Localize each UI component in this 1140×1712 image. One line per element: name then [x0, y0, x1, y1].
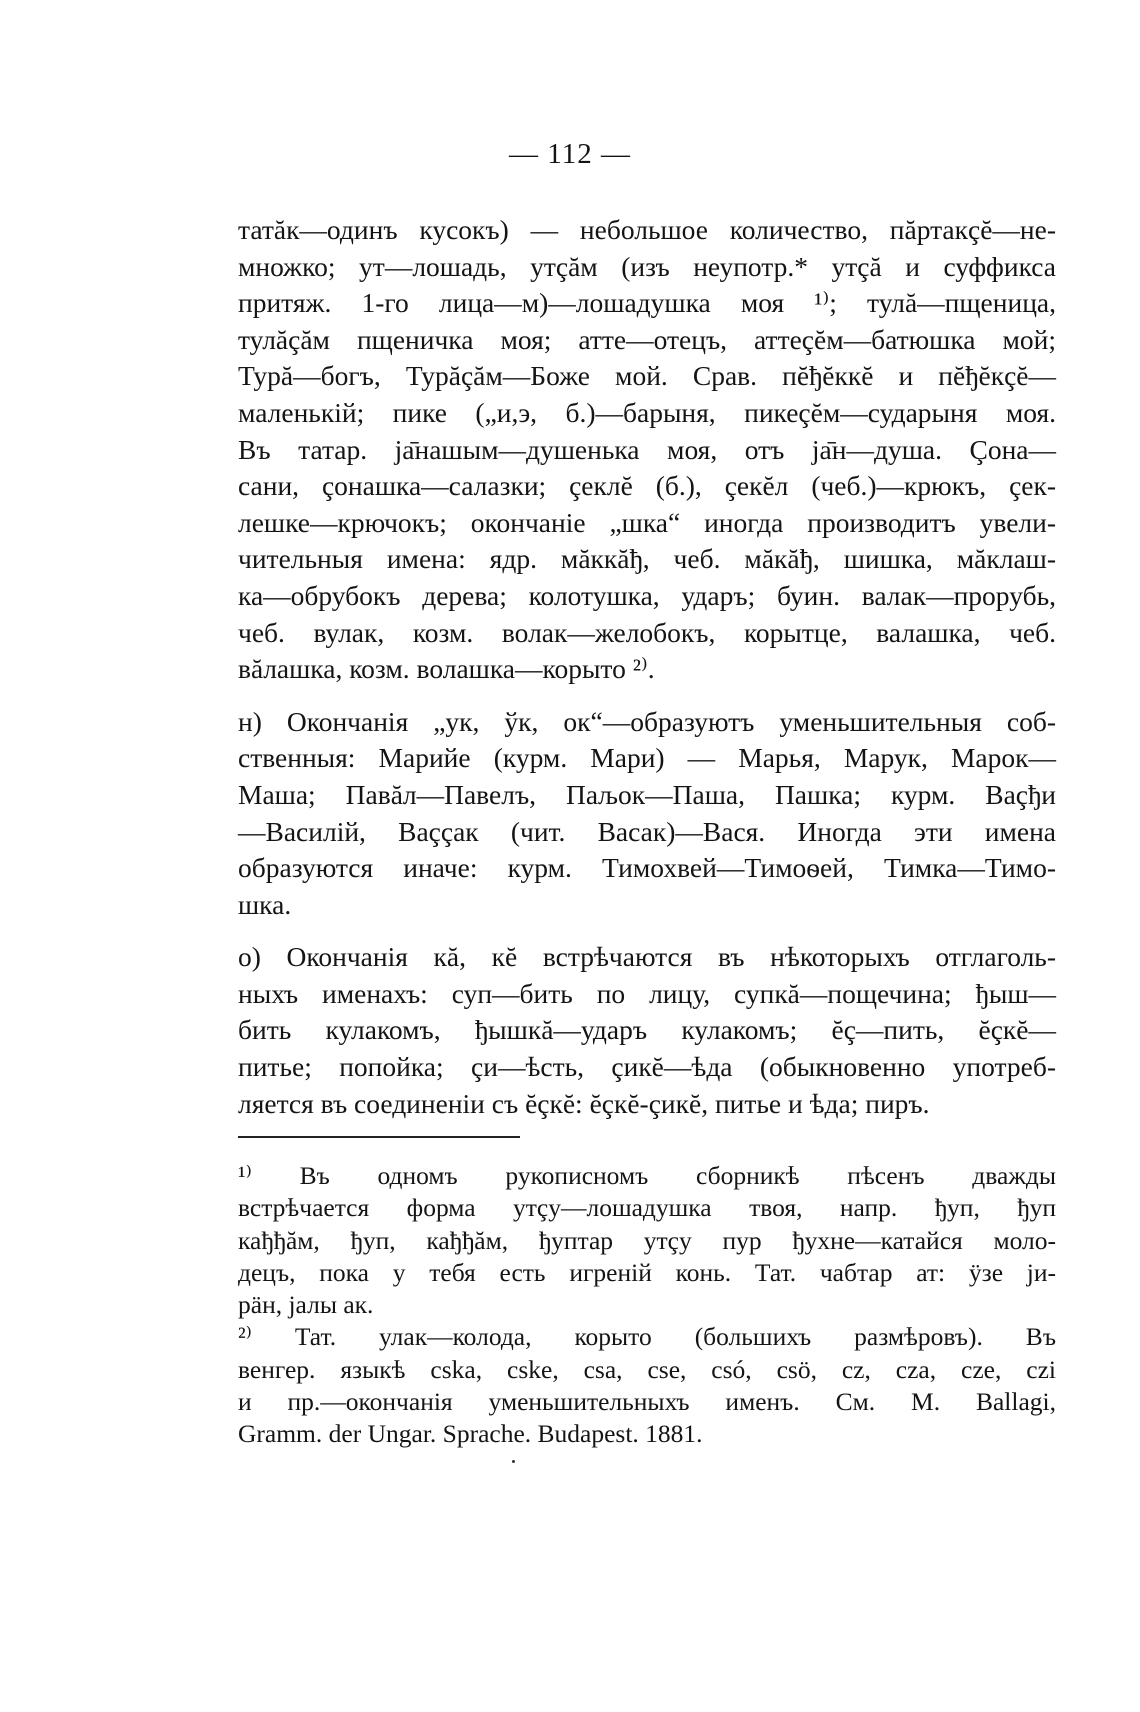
text-line: сани, çонашка—салазки; çеклĕ (б.), çекĕл (чеб.)—крюкъ, çек-: [238, 470, 1056, 502]
text-line: ственныя: Марийе (курм. Мари) — Марья, Марук, Марок—: [238, 742, 1056, 774]
text-line: н) Окончанія „ук, ўк, ок“—образуютъ уменьшительныя соб-: [238, 705, 1056, 737]
text-line: —Василій, Ваççак (чит. Васак)—Вася. Иногда эти имена: [238, 815, 1056, 847]
page-number: — 112 —: [509, 138, 631, 170]
text-line: притяж. 1-го лица—м)—лошадушка моя ¹⁾; тулă—пщеница,: [238, 287, 1056, 319]
paragraph-continued: [238, 212, 1056, 688]
footnote-line: и пр.—окончанія уменьшительныхъ именъ. См. M. Ballagi,: [238, 1387, 1056, 1417]
text-line: лешке—крючокъ; окончаніе „шка“ иногда производитъ увели-: [238, 506, 1056, 538]
footnote-line: децъ, пока у тебя есть игреній конь. Тат. чабтар ат: ӱзе ји-: [238, 1257, 1056, 1287]
text-line: чеб. вулак, козм. волак—желобокъ, корытце, валашка, чеб.: [238, 616, 1056, 648]
text-line: татăк—одинъ кусокъ) — небольшое количество, пăртакçĕ—не-: [238, 214, 1056, 245]
print-speck: [512, 1460, 515, 1463]
text-line: бить кулакомъ, ђышкă—ударъ кулакомъ; ĕç—пить, ĕçкĕ—: [238, 1014, 1056, 1046]
text-line: ныхъ именахъ: суп—бить по лицу, супкă—пощечина; ђыш—: [238, 977, 1056, 1009]
text-line: чительныя имена: ядр. мăккăђ, чеб. мăкăђ, шишка, мăклаш-: [238, 543, 1056, 575]
text-line: Турă—богъ, Турăçăм—Боже мой. Срав. пĕђĕккĕ и пĕђĕкçĕ—: [238, 360, 1056, 392]
footnote-1: [238, 1160, 1056, 1321]
footnote-line: встрѣчается форма утçу—лошадушка твоя, напр. ђуп, ђуп: [238, 1193, 1056, 1223]
text-line: о) Окончанія кă, кĕ встрѣчаются въ нѣкоторыхъ отглаголь-: [238, 941, 1056, 973]
footnote-line: венгер. языкѣ cska, cske, csa, cse, csó, csö, cz, cza, cze, czi: [238, 1354, 1056, 1384]
main-text: [238, 212, 1056, 1122]
footnotes: [238, 1160, 1056, 1451]
text-line: ка—обрубокъ дерева; колотушка, ударъ; буин. валак—прорубь,: [238, 579, 1056, 611]
footnote-line: ¹⁾ Въ одномъ рукописномъ сборникѣ пѣсенъ дважды: [238, 1161, 1056, 1190]
paragraph-o: [238, 939, 1056, 1122]
text-line: ляется въ соединеніи съ ĕçкĕ: ĕçкĕ-çикĕ, питье и ѣда; пиръ.: [238, 1087, 930, 1119]
text-line: тулăçăм пщеничка моя; атте—отецъ, аттеçĕм—батюшка мой;: [238, 323, 1056, 355]
text-line: Маша; Павăл—Павелъ, Паљок—Паша, Пашка; курм. Ваçђи: [238, 778, 1056, 810]
paragraph-n: [238, 704, 1056, 924]
footnote-2: [238, 1321, 1056, 1450]
footnote-line: ²⁾ Тат. улак—колода, корыто (большихъ размѣровъ). Въ: [238, 1322, 1056, 1352]
text-line: множко; ут—лошадь, утçăм (изъ неупотр.* утçă и суффикса: [238, 250, 1056, 282]
footnote-line: рӓн, јалы ак.: [238, 1290, 374, 1320]
text-line: вăлашка, козм. волашка—корыто ²⁾.: [238, 653, 655, 685]
text-line: шка.: [238, 888, 292, 920]
text-line: Въ татар. ја̄нашым—душенька моя, отъ ја̄н—душа. Çона—: [238, 433, 1056, 465]
footnote-line: Gramm. der Ungar. Sprache. Budapest. 1881.: [238, 1419, 703, 1449]
text-line: маленькій; пике („и,э, б.)—барыня, пикеçĕм—сударыня моя.: [238, 396, 1056, 428]
footnote-line: кађђăм, ђуп, кађђăм, ђуптар утçу пур ђухне—катайся моло-: [238, 1225, 1056, 1255]
text-line: образуются иначе: курм. Тимохвей—Тимоѳей, Тимка—Тимо-: [238, 852, 1056, 884]
footnote-divider: [238, 1136, 520, 1138]
text-line: питье; попойка; çи—ѣсть, çикĕ—ѣда (обыкновенно употреб-: [238, 1051, 1056, 1083]
